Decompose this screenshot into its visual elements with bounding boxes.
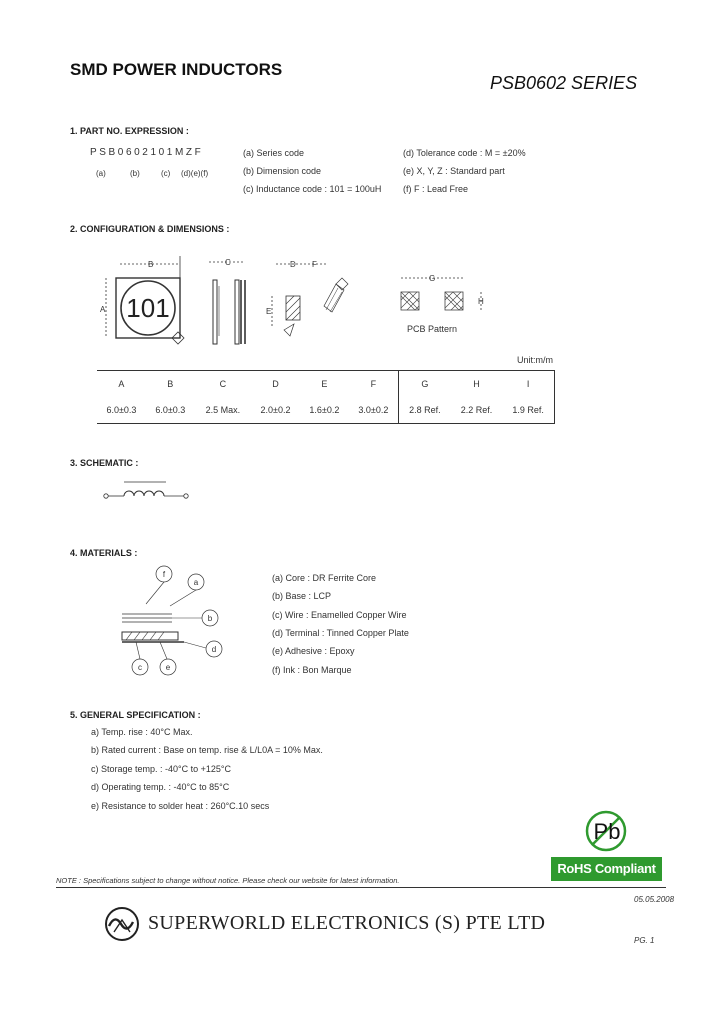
callout-c: c <box>138 663 142 672</box>
pb-text: Pb <box>593 819 621 844</box>
side-view-drawing <box>205 256 255 351</box>
dimension-code-desc: (b) Dimension code <box>243 166 322 176</box>
inductance-code-desc: (c) Inductance code : 101 = 100uH <box>243 184 382 194</box>
code-letter-def: (d)(e)(f) <box>181 169 209 178</box>
top-view-drawing <box>96 252 191 347</box>
dim-header-g: G <box>399 371 451 398</box>
marking-text: 101 <box>126 293 170 323</box>
company-name: SUPERWORLD ELECTRONICS (S) PTE LTD <box>148 912 546 934</box>
dim-header-b: B <box>167 379 174 389</box>
part-no-heading: 1. PART NO. EXPRESSION : <box>70 126 189 136</box>
dim-label-h: H <box>478 297 484 306</box>
callout-b: b <box>207 614 213 623</box>
dim-header-d: D <box>272 379 279 389</box>
part-number-code: PSB0602101MZF <box>90 147 204 158</box>
pb-free-icon <box>582 808 632 854</box>
document-date: 05.05.2008 <box>634 895 675 904</box>
materials-heading: 4. MATERIALS : <box>70 548 138 558</box>
dim-value-d: 2.0±0.2 <box>260 405 291 415</box>
material-base: (b) Base : LCP <box>272 591 332 601</box>
spec-storage-temp: c) Storage temp. : -40°C to +125°C <box>91 764 232 774</box>
tolerance-code-desc: (d) Tolerance code : M = ±20% <box>403 148 526 158</box>
series-name: PSB0602 SERIES <box>490 73 638 93</box>
spec-temp-rise: a) Temp. rise : 40°C Max. <box>91 727 193 737</box>
dim-label-d: D <box>290 260 296 269</box>
dim-header-h: H <box>473 379 480 389</box>
series-code-desc: (a) Series code <box>243 148 305 158</box>
material-wire: (c) Wire : Enamelled Copper Wire <box>272 610 407 620</box>
unit-label: Unit:m/m <box>517 355 553 365</box>
callout-e: e <box>165 663 171 672</box>
lead-free-desc: (f) F : Lead Free <box>403 184 469 194</box>
bottom-view-drawing <box>266 256 356 351</box>
code-letter-b: (b) <box>130 169 140 178</box>
material-core: (a) Core : DR Ferrite Core <box>272 573 377 583</box>
dim-value-b: 6.0±0.3 <box>155 405 186 415</box>
dim-value-c: 2.5 Max. <box>205 405 241 415</box>
page-number: PG. 1 <box>634 936 655 945</box>
dim-header-e: E <box>321 379 328 389</box>
code-letter-a: (a) <box>96 169 106 178</box>
company-logo-icon <box>104 906 140 942</box>
materials-exploded-drawing <box>110 562 230 682</box>
dim-value-f: 3.0±0.2 <box>358 405 389 415</box>
material-ink: (f) Ink : Bon Marque <box>272 665 352 675</box>
spec-operating-temp: d) Operating temp. : -40°C to 85°C <box>91 782 230 792</box>
pcb-pattern-label: PCB Pattern <box>407 324 458 334</box>
spec-solder-heat: e) Resistance to solder heat : 260°C.10 secs <box>91 801 270 811</box>
dim-label-g: G <box>429 274 436 283</box>
code-letter-c: (c) <box>161 169 171 178</box>
dim-value-i: 1.9 Ref. <box>502 397 554 424</box>
footer-divider <box>56 887 666 888</box>
material-terminal: (d) Terminal : Tinned Copper Plate <box>272 628 409 638</box>
dim-header-c: C <box>219 379 227 389</box>
dim-value-e: 1.6±0.2 <box>309 405 340 415</box>
dim-label-c: C <box>225 258 231 267</box>
dim-label-a: A <box>100 305 106 314</box>
spec-rated-current: b) Rated current : Base on temp. rise & L/L0A = 10% Max. <box>91 745 323 755</box>
material-adhesive: (e) Adhesive : Epoxy <box>272 646 355 656</box>
dim-value-g: 2.8 Ref. <box>399 397 451 424</box>
dim-header-a: A <box>118 379 125 389</box>
dim-header-i: I <box>502 371 554 398</box>
callout-d: d <box>211 645 217 654</box>
schematic-heading: 3. SCHEMATIC : <box>70 458 139 468</box>
dim-label-f: F <box>312 260 317 269</box>
callout-a: a <box>193 578 199 587</box>
document-title: SMD POWER INDUCTORS <box>70 60 283 79</box>
footer-note: NOTE : Specifications subject to change without notice. Please check our website for latest information. <box>56 876 400 885</box>
dim-value-h: 2.2 Ref. <box>460 405 493 415</box>
config-heading: 2. CONFIGURATION & DIMENSIONS : <box>70 224 230 234</box>
dim-label-e: E <box>266 307 272 316</box>
callout-f: f <box>162 570 166 579</box>
inductor-schematic <box>100 478 195 508</box>
dimensions-table <box>97 370 555 424</box>
general-spec-heading: 5. GENERAL SPECIFICATION : <box>70 710 201 720</box>
dim-header-f: F <box>370 379 377 389</box>
dim-value-a: 6.0±0.3 <box>106 405 137 415</box>
rohs-compliant-badge: RoHS Compliant <box>551 857 662 881</box>
standard-part-desc: (e) X, Y, Z : Standard part <box>403 166 505 176</box>
dim-label-b: B <box>148 260 154 269</box>
